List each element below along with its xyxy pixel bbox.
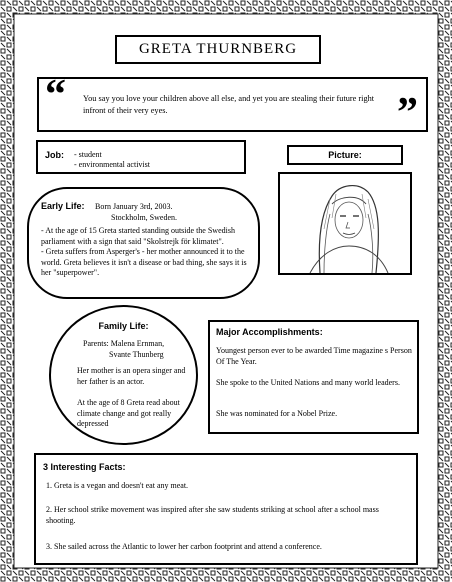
birth-place: Stockholm, Sweden. xyxy=(111,213,177,222)
major-accomplishments-label: Major Accomplishments: xyxy=(216,327,323,337)
accomplishment-item: She was nominated for a Nobel Prize. xyxy=(216,409,338,418)
portrait-sketch-image xyxy=(280,174,410,273)
fact-item: 2. Her school strike movement was inspired after she saw students striking at school after a school mass shooting. xyxy=(46,505,379,525)
birth-date: Born January 3rd, 2003. xyxy=(95,202,173,211)
major-accomplishments-box xyxy=(208,320,419,434)
family-life-box xyxy=(49,305,198,445)
early-life-paragraph: - Greta suffers from Asperger's - her mother announced it to the world. Greta believes it isn't a disease or bad thing, she says it is her "superpower". xyxy=(41,247,247,278)
job-item: - environmental activist xyxy=(74,160,150,169)
quote-box xyxy=(37,72,428,136)
job-box xyxy=(36,140,246,174)
job-item: - student xyxy=(74,150,102,159)
job-label: Job: xyxy=(45,150,64,160)
picture-label: Picture: xyxy=(328,150,362,160)
parents-line: Parents: Malena Ernman, xyxy=(83,339,165,348)
page-title xyxy=(115,35,321,64)
interesting-facts-label: 3 Interesting Facts: xyxy=(43,462,126,472)
fact-item: 1. Greta is a vegan and doesn't eat any meat. xyxy=(46,481,189,490)
parents-line: Svante Thunberg xyxy=(109,350,164,359)
page-title-text: GRETA THURNBERG xyxy=(138,41,298,57)
portrait-picture xyxy=(278,172,412,275)
quote-text: You say you love your children above all else, and yet you are stealing their future right infront of their very eyes. xyxy=(83,94,375,115)
interesting-facts-box xyxy=(34,453,418,565)
early-life-box xyxy=(27,187,260,299)
family-life-paragraph: Her mother is an opera singer and her father is an actor. xyxy=(77,366,186,386)
early-life-label: Early Life: xyxy=(41,201,85,211)
accomplishment-item: Youngest person ever to be awarded Time magazine s Person Of The Year. xyxy=(216,346,412,366)
accomplishment-item: She spoke to the United Nations and many world leaders. xyxy=(216,378,400,387)
early-life-paragraph: - At the age of 15 Greta started standing outside the Swedish parliament with a sign that said "Skolstrejk för klimatet". xyxy=(41,226,235,246)
family-life-label: Family Life: xyxy=(98,321,149,331)
picture-label-box xyxy=(287,145,403,165)
family-life-paragraph: At the age of 8 Greta read about climate change and got really depressed xyxy=(77,398,180,428)
fact-item: 3. She sailed across the Atlantic to lower her carbon footprint and attend a conference. xyxy=(46,542,322,551)
close-quote-mark: ” xyxy=(397,90,418,136)
open-quote-mark: “ xyxy=(45,72,66,118)
